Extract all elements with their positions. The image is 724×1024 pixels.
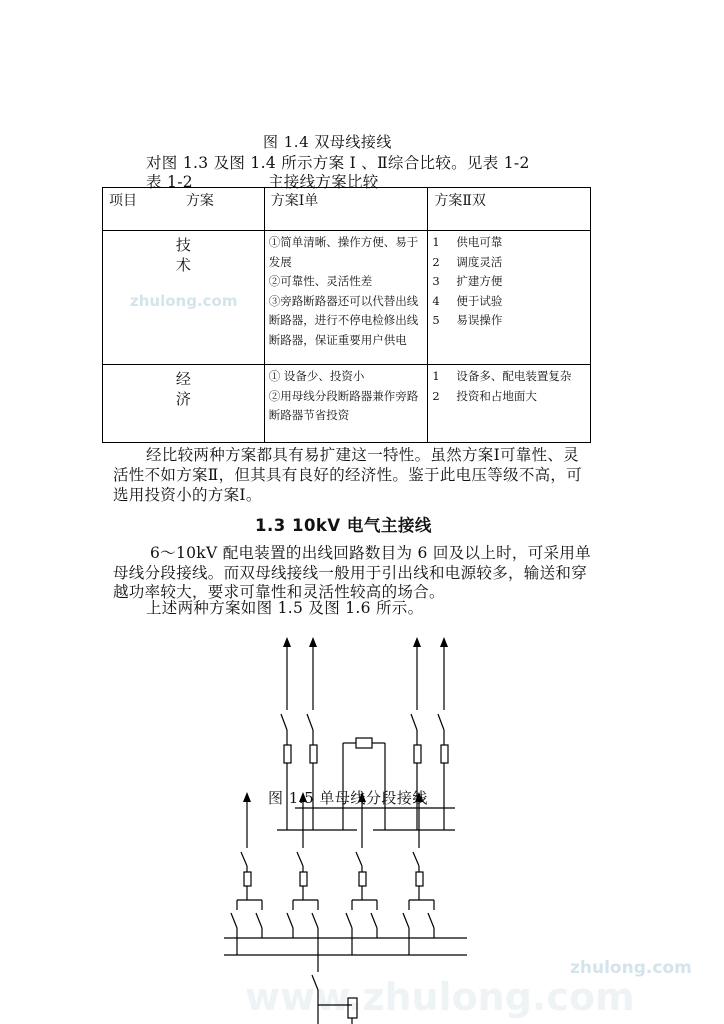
conclusion-line: 经比较两种方案都具有易扩建这一特性。虽然方案Ⅰ可靠性、灵 [146,446,580,464]
item-text: 供电可靠 [456,235,503,249]
figure-1-4-caption: 图 1.4 双母线接线 [263,133,392,151]
item-number: 2 [432,388,440,403]
item-number: 5 [432,313,440,327]
item-number: 4 [432,293,440,308]
section-title: 1.3 10kV 电气主接线 [255,516,432,535]
item-text: 易误操作 [456,313,503,327]
list-item: ③旁路断路器还可以代替出线断路器，进行不停电检修出线断路器，保证重要用户供电 [268,293,419,347]
list-item: ②用母线分段断路器兼作旁路断路器节省投资 [268,388,419,422]
item-number: 1 [432,235,440,249]
table-title: 主接线方案比较 [268,173,379,191]
item-text: 设备多、配电装置复杂 [456,369,572,383]
category-char: 经 [175,370,191,388]
watermark: zhulong.com [130,292,238,310]
section-line: 上述两种方案如图 1.5 及图 1.6 所示。 [146,599,424,617]
section-line: 母线分段接线。而双母线接线一般用于引出线和电源较多，输送和穿 [113,564,588,582]
watermark: www.zhulong.com [245,975,635,1019]
feeder-group-lower [224,800,467,1024]
item-text: 扩建方便 [456,274,503,288]
header-scheme-1: 方案Ⅰ单 [264,188,428,231]
header-scheme-2: 方案Ⅱ双 [428,188,591,231]
conclusion-line: 选用投资小的方案Ⅰ。 [113,486,262,504]
category-char: 济 [175,390,191,408]
header-scheme: 方案 [185,193,214,209]
conclusion-line: 活性不如方案Ⅱ，但其具有良好的经济性。鉴于此电压等级不高，可 [113,466,583,484]
item-text: 调度灵活 [456,254,503,269]
item-number: 2 [432,254,440,269]
item-number: 3 [432,274,440,288]
list-item: ②可靠性、灵活性差 [268,274,373,288]
category-char: 术 [175,256,191,274]
list-item: ① 设备少、投资小 [268,369,365,383]
intro-line: 对图 1.3 及图 1.4 所示方案 Ⅰ 、Ⅱ综合比较。见表 1-2 [146,154,530,172]
figure-1-5-caption: 图 1.5 单母线分段接线 [268,789,428,807]
watermark: zhulong.com [570,958,692,978]
category-char: 技 [175,236,191,254]
item-number: 1 [432,369,440,383]
list-item: ①简单清晰、操作方便、易于发展 [268,235,419,269]
table-number: 表 1-2 [146,173,193,191]
section-line: 越功率较大，要求可靠性和灵活性较高的场合。 [113,583,445,601]
section-line: 6～10kV 配电装置的出线回路数目为 6 回及以上时，可采用单 [150,544,591,562]
item-text: 便于试验 [456,293,503,308]
header-project: 项目 [109,193,137,209]
item-text: 投资和占地面大 [456,388,537,403]
